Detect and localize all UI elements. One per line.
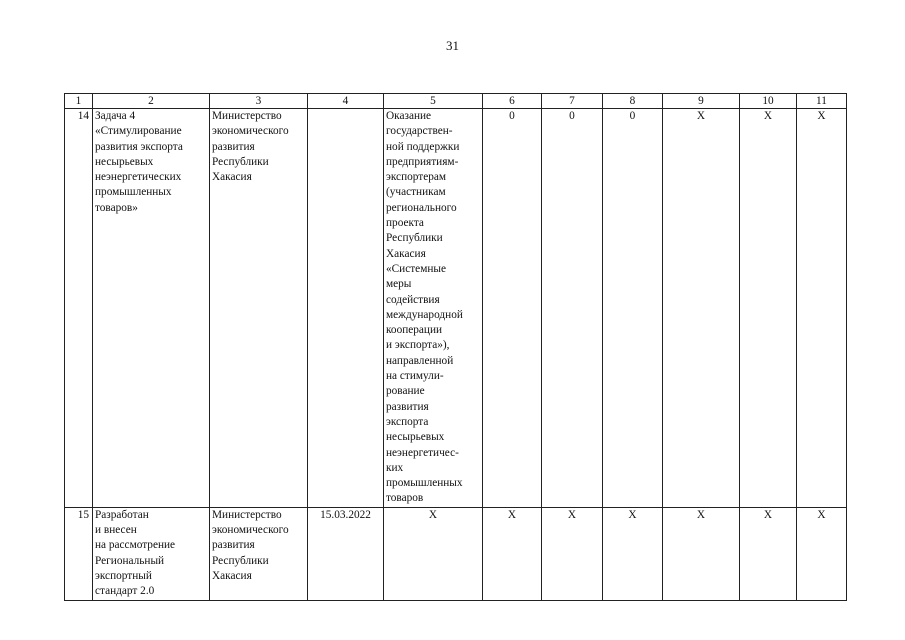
value-cell-8: 0 [603,109,663,508]
col-header-4: 4 [308,94,384,109]
task-cell: Задача 4 «Стимулирование развития экспорта несырьевых неэнергетических промышленных товаров» [93,109,210,508]
col-header-8: 8 [603,94,663,109]
col-header-2: 2 [93,94,210,109]
value-cell-7: 0 [542,109,603,508]
col-header-11: 11 [797,94,847,109]
table-row [65,109,847,508]
executor-cell: Министерство экономического развития Республики Хакасия [210,507,308,600]
value-cell-9: X [663,507,740,600]
value-cell-6: 0 [483,109,542,508]
task-cell: Разработан и внесен на рассмотрение Региональный экспортный стандарт 2.0 [93,507,210,600]
col-header-6: 6 [483,94,542,109]
col-header-9: 9 [663,94,740,109]
indicator-cell: Оказание государствен- ной поддержки предприятиям- экспортерам (участникам регионального проекта Республики Хакасия «Системные меры содействия международной кооперации и экспорта»), направленной на стимули- рование развития экспорта несырьевых неэнергетичес- ких промышленных товаров [384,109,483,508]
date-cell [308,109,384,508]
value-cell-6: X [483,507,542,600]
col-header-1: 1 [65,94,93,109]
table-row [65,507,847,600]
value-cell-7: X [542,507,603,600]
value-cell-11: X [797,109,847,508]
row-number: 14 [65,109,93,508]
value-cell-9: X [663,109,740,508]
col-header-3: 3 [210,94,308,109]
value-cell-10: X [740,507,797,600]
header-row [65,94,847,109]
row-number: 15 [65,507,93,600]
col-header-7: 7 [542,94,603,109]
value-cell-10: X [740,109,797,508]
page-number: 31 [446,38,459,53]
indicator-cell: X [384,507,483,600]
value-cell-11: X [797,507,847,600]
plan-table [64,93,847,601]
col-header-10: 10 [740,94,797,109]
value-cell-8: X [603,507,663,600]
col-header-5: 5 [384,94,483,109]
date-cell: 15.03.2022 [308,507,384,600]
executor-cell: Министерство экономического развития Республики Хакасия [210,109,308,508]
